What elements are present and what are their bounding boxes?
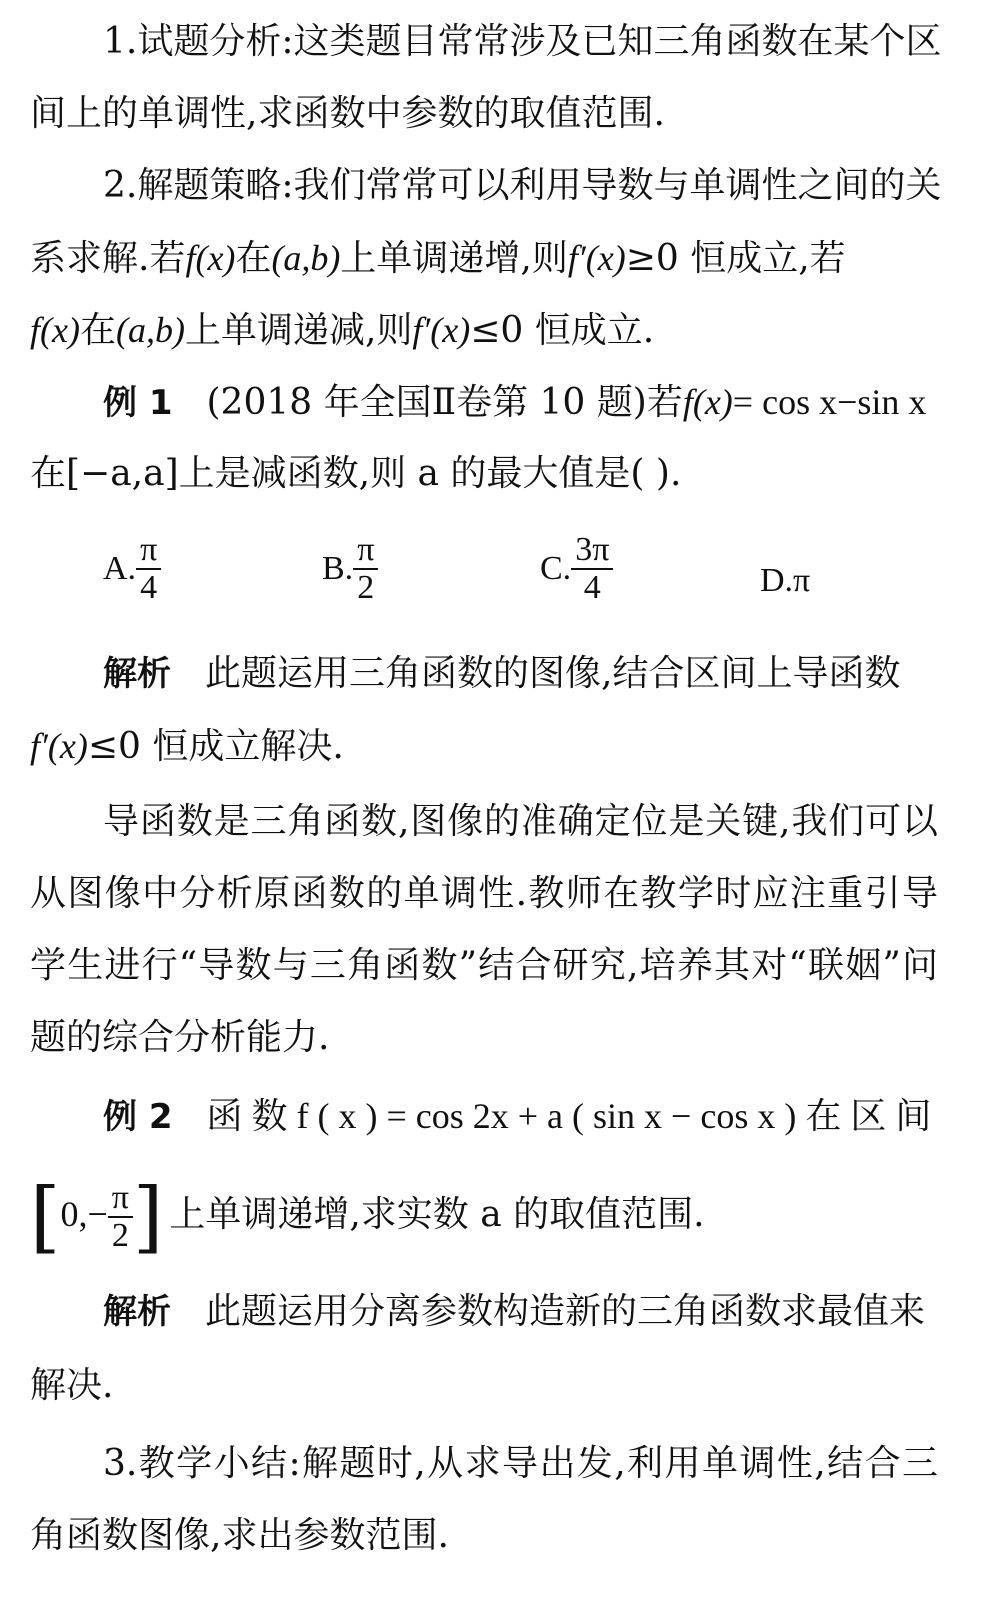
ex2-analysis-line-2: 解决. (30, 1365, 114, 1406)
comment-line-3: 学生进行“导数与三角函数”结合研究,培养其对“联姻”问 (30, 945, 938, 986)
fraction-denominator: 4 (140, 568, 158, 606)
ex1-analysis-line-2 (0, 710, 1000, 782)
option-letter: A. (103, 549, 137, 587)
ex1-source: (2018 年全国Ⅱ卷第 10 题)若 (206, 382, 683, 423)
fraction-numerator: π (136, 532, 161, 570)
comment-line-2: 从图像中分析原函数的单调性.教师在教学时应注重引导 (30, 873, 938, 914)
option-fraction (136, 532, 161, 605)
fraction-denominator: 2 (111, 1217, 129, 1254)
option-fraction (353, 532, 378, 605)
p2-interval: (a,b) (115, 310, 185, 350)
p1-line-1: 1.试题分析:这类题目常常涉及已知三角函数在某个区 (103, 21, 942, 62)
option-letter: D.π (760, 562, 811, 600)
analysis-text: 此题运用三角函数的图像,结合区间上导函数 (205, 653, 901, 694)
p2-fpx: f′(x) (412, 310, 471, 350)
option-a (103, 532, 161, 605)
option-c (540, 532, 613, 605)
p2-text: 上单调递减,则 (184, 310, 413, 351)
p2-fx: f(x) (185, 238, 236, 278)
interval-fraction (108, 1180, 133, 1253)
p2-interval: (a,b) (271, 238, 341, 278)
p2-fpx: f′(x) (567, 238, 626, 278)
ex2-formula: 函 数 f ( x ) = cos 2x + a ( sin x − cos x ) 在 区 间 (206, 1096, 932, 1136)
option-d (760, 560, 810, 600)
p2-line-3 (0, 294, 1000, 366)
option-letter: B. (322, 549, 354, 587)
analysis-text: ≤0 恒成立解决. (87, 726, 344, 767)
option-letter: C. (540, 549, 572, 587)
ex2-line-1 (0, 1080, 1000, 1152)
p2-text: 在 (79, 310, 116, 351)
analysis-label: 解析 (103, 1292, 171, 1332)
p2-text: 在 (235, 238, 272, 279)
fraction-numerator: 3π (571, 532, 613, 570)
p2-line-1: 2.解题策略:我们常常可以利用导数与单调性之间的关 (103, 165, 942, 206)
comment-line-1: 导函数是三角函数,图像的准确定位是关键,我们可以 (103, 801, 938, 842)
ex1-fx: f(x) (682, 382, 733, 422)
ex2-label: 例 2 (103, 1097, 173, 1137)
ex2-text: 上单调递增,求实数 a 的取值范围. (169, 1194, 705, 1235)
p3-line-1: 3.教学小结:解题时,从求导出发,利用单调性,结合三 (103, 1443, 938, 1484)
ex1-analysis-line-1 (0, 638, 1000, 710)
fraction-numerator: π (353, 532, 378, 570)
analysis-fpx: f′(x) (30, 726, 88, 766)
analysis-label: 解析 (103, 654, 171, 694)
fraction-denominator: 4 (583, 568, 601, 606)
p2-line-2 (0, 222, 1000, 294)
interval-open-bracket: [ (30, 1172, 61, 1262)
p2-text: ≤0 恒成立. (470, 310, 655, 351)
option-fraction (571, 532, 613, 605)
interval-zero: 0,− (60, 1194, 108, 1234)
ex1-line-2: 在[−a,a]上是减函数,则 a 的最大值是( ). (30, 453, 682, 494)
fraction-numerator: π (108, 1180, 133, 1218)
ex2-analysis-line-1 (0, 1276, 1000, 1348)
ex1-formula: = cos x−sin x (732, 382, 927, 422)
p1-line-2: 间上的单调性,求函数中参数的取值范围. (30, 93, 665, 134)
option-b (322, 532, 378, 605)
p3-line-2: 角函数图像,求出参数范围. (30, 1515, 449, 1556)
interval-close-bracket: ] (132, 1172, 164, 1262)
p2-fx: f(x) (30, 310, 80, 350)
p2-text: ≥0 恒成立,若 (625, 238, 846, 279)
fraction-denominator: 2 (357, 568, 375, 606)
p2-text: 系求解.若 (30, 238, 186, 279)
comment-line-4: 题的综合分析能力. (30, 1017, 330, 1058)
analysis-text: 此题运用分离参数构造新的三角函数求最值来 (205, 1291, 926, 1332)
ex1-label: 例 1 (103, 383, 173, 423)
ex1-line-1 (0, 366, 1000, 438)
p2-text: 上单调递增,则 (340, 238, 568, 279)
ex2-line-2 (0, 1166, 1000, 1262)
